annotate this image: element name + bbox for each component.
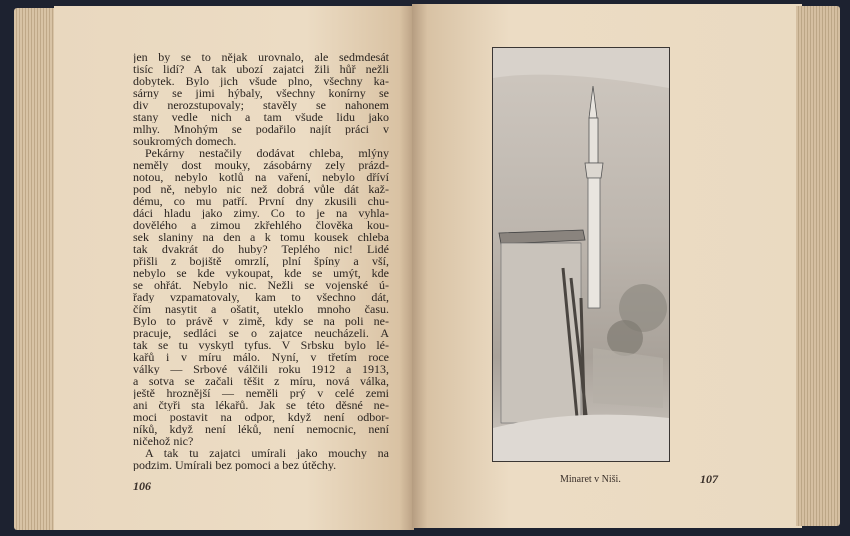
text-line: soukromých domech. — [133, 135, 237, 147]
page-number-left: 106 — [133, 479, 151, 493]
text-line: jen by se to nějak urovnalo, ale sedmdesát — [133, 51, 389, 63]
text-line: stany vedle nich a tam všude lidu jako — [133, 111, 389, 123]
illustration-caption: Minaret v Niši. — [560, 474, 621, 485]
text-line: přišli z bojiště omrzlí, plní špíny a vší, — [133, 255, 389, 267]
text-line: Bylo to právě v zimě, kdy se na poli ne- — [133, 315, 389, 327]
text-line: podzim. Umírali bez pomoci a bez útěchy. — [133, 459, 337, 471]
minaret-sketch — [493, 48, 669, 461]
text-line: mlhy. Mnohým se podařilo najít práci v — [133, 123, 389, 135]
text-line: notou, nebylo kotlů na vaření, nebylo dříví — [133, 171, 389, 183]
text-line: pracuje, sedláci se o zajatce neucházeli. A — [133, 327, 389, 339]
text-line: dému, co mu patří. První dny zkusili chu- — [133, 195, 389, 207]
text-line: dáci hladu jako zimy. Co to je na vyhla- — [133, 207, 389, 219]
text-line: ani čtyři sta lékařů. Jak se této děsné ne- — [133, 399, 389, 411]
text-line: čím nasytit a ošatit, uteklo mnoho času. — [133, 303, 389, 315]
text-line: dobytek. Bylo jich všude plno, všechny ka- — [133, 75, 389, 87]
text-line: ničehož nic? — [133, 435, 194, 447]
text-line: moci postavit na odpor, když není odbor- — [133, 411, 389, 423]
text-line: div nerozstupovaly; stavěly se nahonem — [133, 99, 389, 111]
text-line: sárny se jimi hýbaly, všechny konírny se — [133, 87, 389, 99]
page-edges-left — [14, 8, 58, 530]
text-line: kařů i v míru málo. Nyní, v třetím roce — [133, 351, 389, 363]
text-line: ještě hroznější — neměli prý v celé zemi — [133, 387, 389, 399]
minaret-illustration — [492, 47, 670, 462]
text-line: sek slaniny na den a k tomu kousek chleba — [133, 231, 389, 243]
text-line: nebylo se kde vykoupat, kde se umýt, kde — [133, 267, 389, 279]
text-line: řady vzpamatovaly, kam to všechno dát, — [133, 291, 389, 303]
text-line: se ohřát. Nebylo nic. Nežli se vojenské ú- — [133, 279, 389, 291]
text-line: pod ně, nebylo nic než dobrá vůle dát kaž- — [133, 183, 389, 195]
text-line: neměly dost mouky, zásobárny zely prázd- — [133, 159, 389, 171]
page-edges-right — [796, 6, 840, 526]
text-line: dovělého a zimou zkřehlého člověka kou- — [133, 219, 389, 231]
text-line: A tak tu zajatci umírali jako mouchy na — [145, 447, 389, 459]
text-line: tisíc lidí? A tak ubozí zajatci žili hůř nežli — [133, 63, 389, 75]
text-line: války — Srbové válčili roku 1912 a 1913, — [133, 363, 389, 375]
text-line: níků, když není léků, není nemocnic, není — [133, 423, 389, 435]
text-line: tak se tu vyskytl tyfus. V Srbsku bylo lé- — [133, 339, 389, 351]
text-line: a sotva se začali těšit z míru, nová válka, — [133, 375, 389, 387]
body-text — [133, 51, 389, 471]
text-line: Pekárny nestačily dodávat chleba, mlýny — [145, 147, 389, 159]
text-line: tak dvakrát do huby? Teplého nic! Lidé — [133, 243, 389, 255]
page-number-right: 107 — [700, 472, 718, 486]
